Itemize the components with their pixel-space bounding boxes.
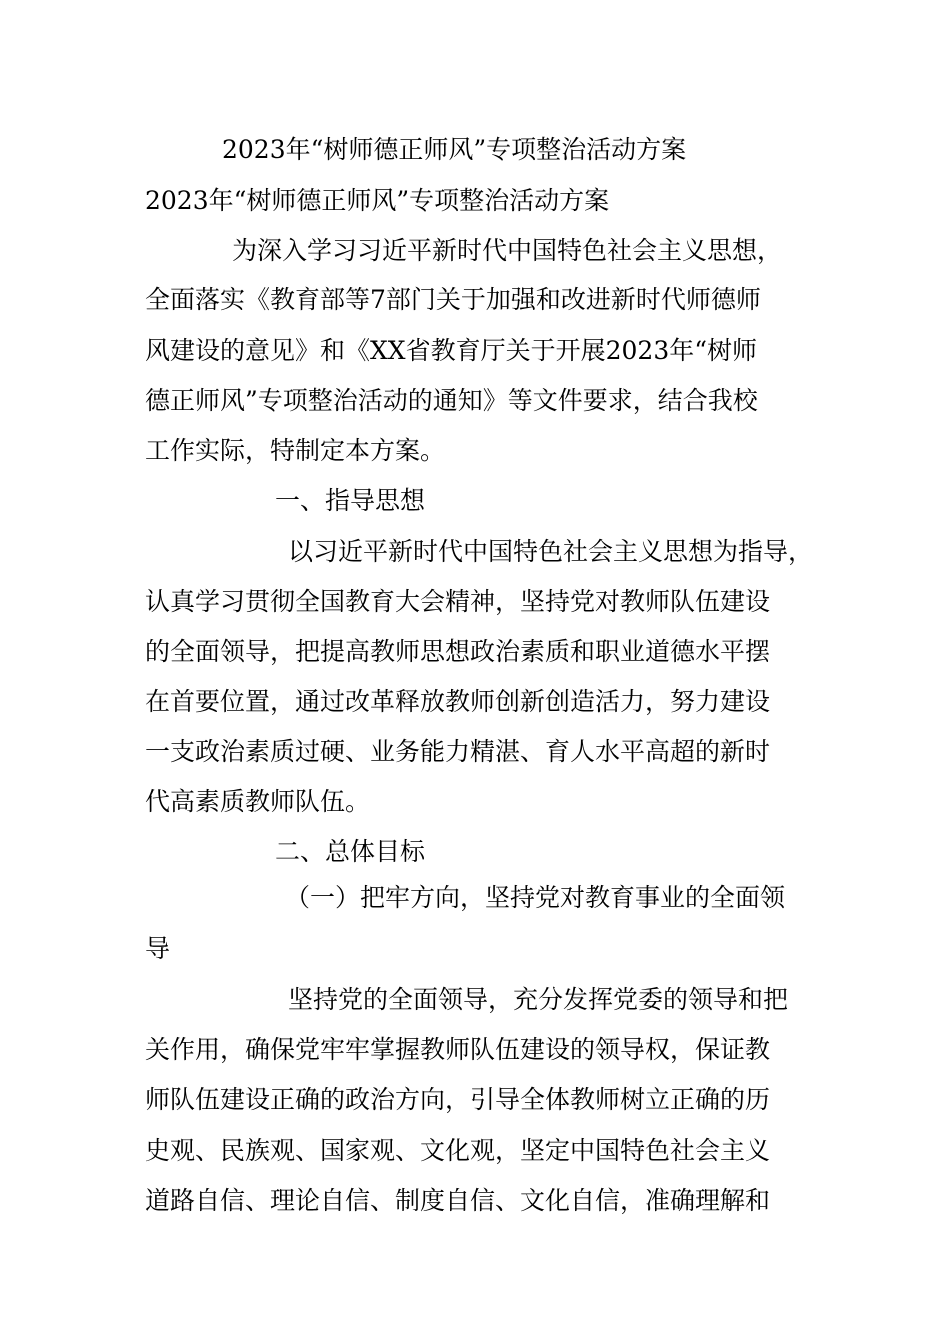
intro-line-4: 德正师风”专项整治活动的通知》等文件要求，结合我校 [145, 386, 758, 415]
subsection1-line-4: 史观、民族观、国家观、文化观，坚定中国特色社会主义 [145, 1136, 771, 1165]
section1-line-1: 以习近平新时代中国特色社会主义思想为指导， [288, 537, 814, 566]
intro-line-5: 工作实际，特制定本方案。 [145, 436, 446, 465]
subsection1-line-2: 关作用，确保党牢牢掌握教师队伍建设的领导权，保证教 [145, 1035, 771, 1064]
document-subtitle: 2023年“树师德正师风”专项整治活动方案 [145, 186, 610, 215]
subsection1-line-5: 道路自信、理论自信、制度自信、文化自信，准确理解和 [145, 1186, 771, 1215]
section1-line-2: 认真学习贯彻全国教育大会精神，坚持党对教师队伍建设 [145, 587, 771, 616]
section2-heading: 二、总体目标 [275, 837, 426, 866]
subsection1-heading-line-1: （一）把牢方向，坚持党对教育事业的全面领 [285, 883, 786, 912]
intro-line-2: 全面落实《教育部等7部门关于加强和改进新时代师德师 [145, 285, 761, 314]
intro-line-1: 为深入学习习近平新时代中国特色社会主义思想， [232, 236, 783, 265]
section1-heading: 一、指导思想 [275, 486, 426, 515]
section1-line-4: 在首要位置，通过改革释放教师创新创造活力，努力建设 [145, 687, 771, 716]
subsection1-line-3: 师队伍建设正确的政治方向，引导全体教师树立正确的历 [145, 1085, 771, 1114]
subsection1-line-1: 坚持党的全面领导，充分发挥党委的领导和把 [288, 985, 789, 1014]
section1-line-6: 代高素质教师队伍。 [145, 787, 371, 816]
section1-line-3: 的全面领导，把提高教师思想政治素质和职业道德水平摆 [145, 637, 771, 666]
intro-line-3: 风建设的意见》和《XX省教育厅关于开展2023年“树师 [145, 336, 758, 365]
subsection1-heading-line-2: 导 [145, 934, 171, 963]
document-title: 2023年“树师德正师风”专项整治活动方案 [222, 135, 687, 164]
section1-line-5: 一支政治素质过硬、业务能力精湛、育人水平高超的新时 [145, 737, 771, 766]
